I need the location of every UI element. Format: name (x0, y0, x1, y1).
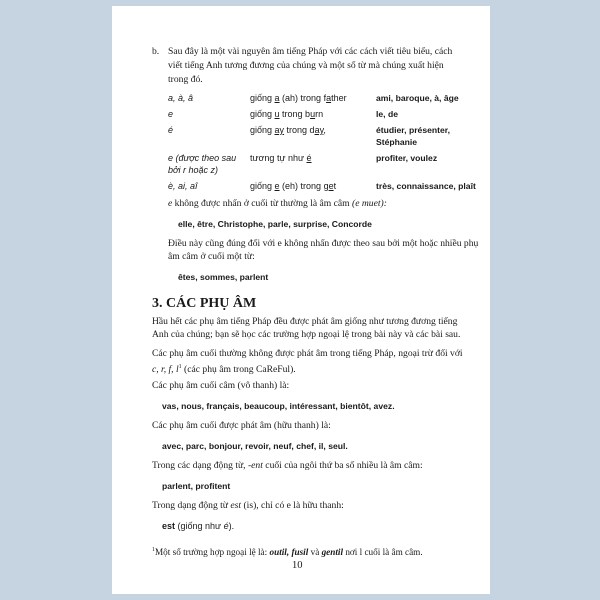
section-heading: 3. CÁC PHỤ ÂM (152, 296, 257, 311)
book-page (112, 6, 490, 594)
para2-examples: êtes, sommes, parlent (178, 272, 269, 282)
section3-intro-2: Anh của chúng; bạn sẽ học các trường hợp ngoại lệ trong bài này và các bài sau. (152, 329, 461, 340)
final-consonant-rule-1: Các phụ âm cuối thường không được phát âm trong tiếng Pháp, ngoại trừ đối với (152, 348, 463, 359)
final-consonant-rule-2: c, r, f, l$^1$ (các phụ âm trong CaReFul). (152, 364, 296, 376)
para2-line-2: âm câm ở cuối một từ: (168, 251, 255, 262)
e-muet-rule: e không được nhấn ở cuối từ thường là âm câm (e muet): (168, 198, 387, 209)
vowel-row-examples-cont: Stéphanie (376, 137, 418, 147)
vowel-row-spelling: a, à, â (168, 93, 194, 103)
silent-consonants-label: Các phụ âm cuối câm (vô thanh) là: (152, 380, 290, 391)
vowel-row-spelling: e (168, 109, 174, 119)
item-b-line-1: Sau đây là một vài nguyên âm tiếng Pháp với các cách viết tiêu biểu, cách (168, 46, 453, 57)
ent-examples: parlent, profitent (162, 481, 231, 491)
vowel-row-examples: étudier, présenter, (376, 125, 451, 135)
vowel-row-english: giống u trong burn (250, 109, 324, 119)
est-rule: Trong dạng động từ est (is), chỉ có e là hữu thanh: (152, 500, 344, 511)
vowel-row-examples: ami, baroque, à, âge (376, 93, 459, 103)
vowel-row-spelling: è, ai, aî (168, 181, 198, 191)
vowel-row-spelling-cont: bởi r hoặc z) (168, 165, 218, 175)
vowel-row-english: giống ay trong day, (250, 125, 326, 135)
voiced-consonants-label: Các phụ âm cuối được phát âm (hữu thanh) là: (152, 420, 331, 431)
e-muet-examples: elle, être, Christophe, parle, surprise, Concorde (178, 219, 372, 229)
vowel-row-examples: profiter, voulez (376, 153, 438, 163)
vowel-row-english: giống e (eh) trong get (250, 181, 337, 191)
item-marker: b. (152, 46, 160, 57)
ent-rule: Trong các dạng động từ, -ent cuối của ngôi thứ ba số nhiều là âm câm: (152, 460, 423, 471)
vowel-row-english: giống a (ah) trong father (250, 93, 347, 103)
silent-consonants-examples: vas, nous, français, beaucoup, intéressant, bientôt, avez. (162, 401, 395, 411)
section3-intro-1: Hầu hết các phụ âm tiếng Pháp đều được phát âm giống như tương đương tiếng (152, 316, 458, 327)
est-example: est (giống như é). (162, 521, 235, 531)
footnote: $^1$Một số trường hợp ngoại lệ là: outil, fusil và gentil nơi l cuối là âm câm. (152, 547, 423, 558)
vowel-row-spelling: é (168, 125, 174, 135)
vowel-row-english: tương tự như é (250, 153, 312, 163)
para2-line-1: Điều này cũng đúng đối với e không nhấn được theo sau bởi một hoặc nhiều phụ (168, 238, 479, 249)
page-number: 10 (292, 560, 303, 571)
item-b-line-2: viết tiếng Anh tương đương của chúng và một số từ mà chúng xuất hiện (168, 60, 444, 71)
vowel-row-examples: très, connaissance, plaît (376, 181, 476, 191)
voiced-consonants-examples: avec, parc, bonjour, revoir, neuf, chef, il, seul. (162, 441, 348, 451)
vowel-row-examples: le, de (376, 109, 398, 119)
item-b-line-3: trong đó. (168, 74, 203, 85)
vowel-row-spelling: e (được theo sau (168, 153, 237, 163)
